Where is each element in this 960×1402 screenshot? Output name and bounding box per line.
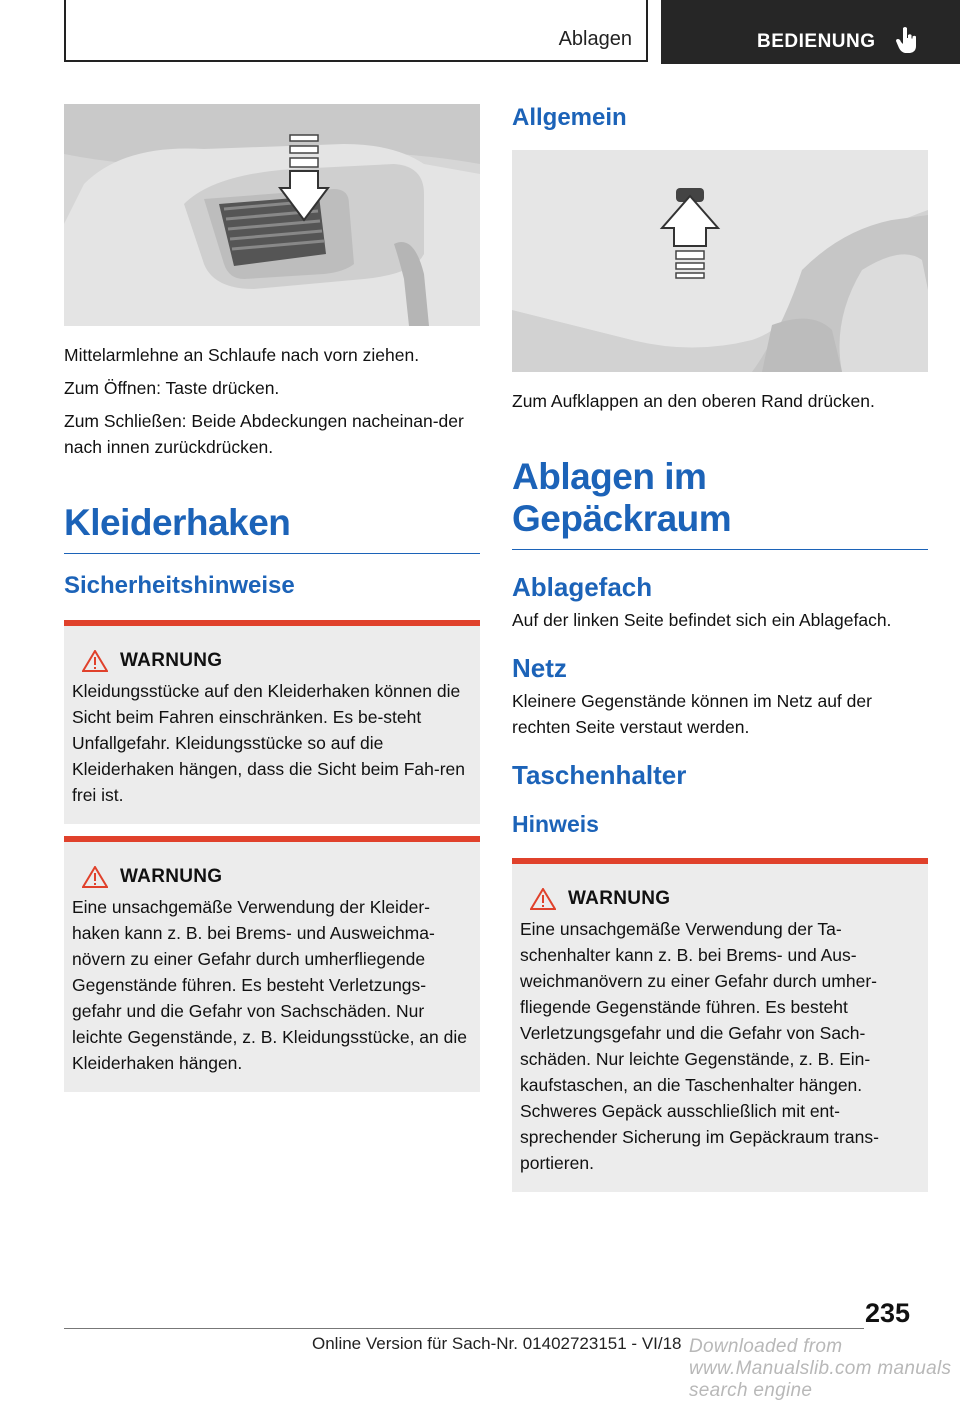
footer-divider [64,1328,864,1329]
armrest-instruction: Mittelarmlehne an Schlaufe nach vorn ziehen. [64,345,420,365]
warning-triangle-icon [82,650,108,672]
ablagefach-text: Auf der linken Seite befindet sich ein Ablagefach. [512,610,892,630]
warning-title-row [72,866,472,888]
header-chapter-tab [661,0,960,64]
warning-triangle-icon [530,888,556,910]
warning-title-row [520,888,920,910]
heading-ablagefach: Ablagefach [512,572,653,602]
open-instruction: Zum Öffnen: Taste drücken. [64,378,280,398]
heading-allgemein: Allgemein [512,104,627,131]
warning-text: Eine unsachgemäße Verwendung der Kleider-haken kann z. B. bei Brems- und Ausweichma-növern zu einer Gefahr durch umherfliegende Gegenstände führen. Es besteht Verletzungs-gefahr und die Gefahr von Sachschäden. Nur leichte Gegenstände, z. B. Kleidungsstücke, an die Kleiderhaken hängen. [72,897,467,1073]
armrest-photo [64,104,480,326]
left-column [64,104,480,1092]
warning-box-3 [512,858,928,1192]
netz-text: Kleinere Gegenstände können im Netz auf der rechten Seite verstaut werden. [512,691,872,737]
warning-title-row [72,650,472,672]
page-number: 235 [865,1298,911,1328]
watermark-text: Downloaded from www.Manualslib.com manuals search engine [689,1336,952,1401]
warning-triangle-icon [82,866,108,888]
warning-title: WARNUNG [120,650,223,671]
warning-box-1 [64,620,480,824]
pointing-hand-icon [895,26,919,54]
warning-text: Eine unsachgemäße Verwendung der Ta-schenhalter kann z. B. bei Brems- und Aus-weichmanövern zu einer Gefahr durch umher-fliegende Gegenstände führen. Es besteht Verletzungsgefahr und die Gefahr von Sach-schäden. Nur leichte Gegenstände, z. B. Ein-kaufstaschen, an die Taschenhalter hängen. Schweres Gepäck ausschließlich mit ent-sprechender Sicherung im Gepäckraum trans-portieren. [520,919,879,1173]
heading-hinweis: Hinweis [512,811,599,837]
header-section-box [64,0,648,62]
online-version-text: Online Version für Sach-Nr. 01402723151 - VI/18 [312,1334,682,1353]
header-section-title: Ablagen [558,28,632,50]
warning-text: Kleidungsstücke auf den Kleiderhaken können die Sicht beim Fahren einschränken. Es be-steht Unfallgefahr. Kleidungsstücke so auf die Kleiderhaken hängen, dass die Sicht beim Fah-ren frei ist. [72,681,466,805]
flap-caption: Zum Aufklappen an den oberen Rand drücken. [512,391,875,411]
header-chapter-title: BEDIENUNG [757,31,876,52]
right-column [512,104,928,1192]
heading-sicherheitshinweise: Sicherheitshinweise [64,572,295,599]
trunk-photo [512,150,928,372]
heading-kleiderhaken: Kleiderhaken [64,502,480,554]
heading-taschenhalter: Taschenhalter [512,760,687,790]
warning-title: WARNUNG [120,866,223,887]
heading-ablagen-gepaeckraum: Ablagen im Gepäckraum [512,456,928,550]
warning-title: WARNUNG [568,888,671,909]
close-instruction: Zum Schließen: Beide Abdeckungen nacheinan-der nach innen zurückdrücken. [64,411,464,457]
warning-box-2 [64,836,480,1092]
heading-netz: Netz [512,653,567,683]
